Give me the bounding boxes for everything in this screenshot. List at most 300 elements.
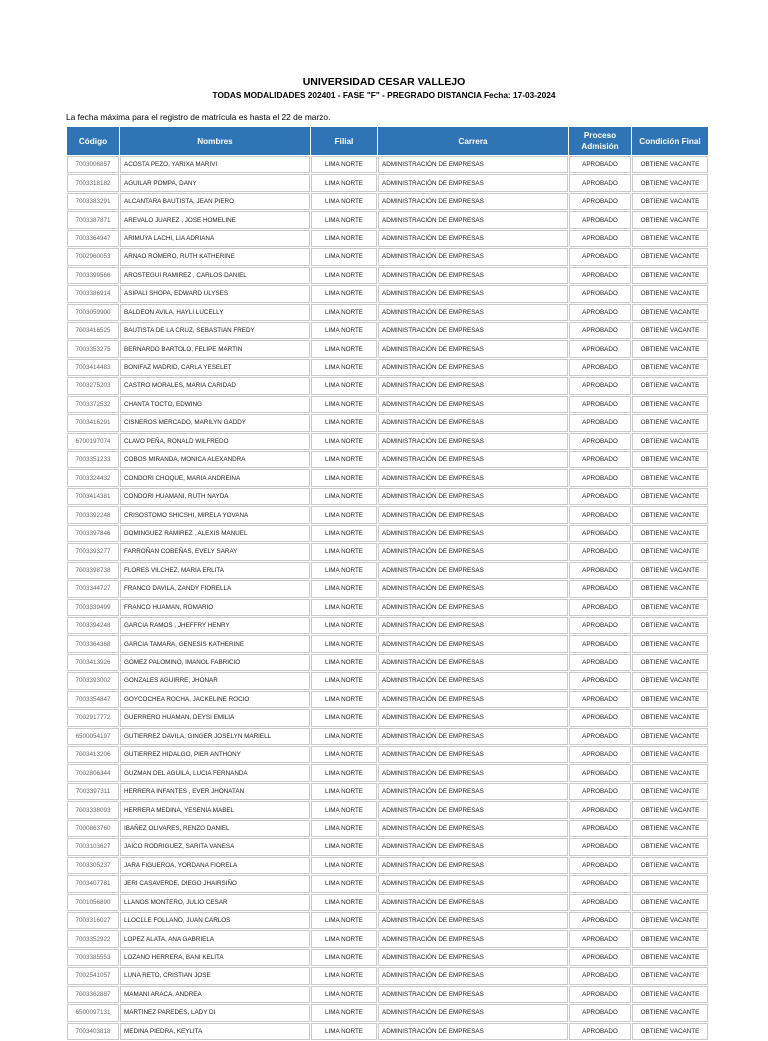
- cell-carrera: ADMINISTRACIÓN DE EMPRESAS: [378, 488, 568, 505]
- cell-carrera: ADMINISTRACIÓN DE EMPRESAS: [378, 1004, 568, 1021]
- cell-codigo: 7003385553: [67, 949, 119, 966]
- cell-carrera: ADMINISTRACIÓN DE EMPRESAS: [378, 322, 568, 339]
- table-row: [67, 359, 708, 376]
- cell-carrera: ADMINISTRACIÓN DE EMPRESAS: [378, 838, 568, 855]
- cell-carrera: ADMINISTRACIÓN DE EMPRESAS: [378, 525, 568, 542]
- cell-nombres: COBOS MIRANDA, MONICA ALEXANDRA: [120, 451, 310, 468]
- table-row: [67, 340, 708, 357]
- cell-condicion: OBTIENE VACANTE: [632, 801, 708, 818]
- cell-carrera: ADMINISTRACIÓN DE EMPRESAS: [378, 912, 568, 929]
- cell-codigo: 7003383291: [67, 193, 119, 210]
- cell-proceso: APROBADO: [569, 230, 631, 247]
- table-row: [67, 414, 708, 431]
- cell-proceso: APROBADO: [569, 211, 631, 228]
- cell-codigo: 7003398738: [67, 562, 119, 579]
- table-row: [67, 728, 708, 745]
- cell-condicion: OBTIENE VACANTE: [632, 193, 708, 210]
- cell-codigo: 7003403818: [67, 1023, 119, 1040]
- cell-filial: LIMA NORTE: [311, 156, 377, 173]
- cell-condicion: OBTIENE VACANTE: [632, 433, 708, 450]
- table-row: [67, 857, 708, 874]
- cell-carrera: ADMINISTRACIÓN DE EMPRESAS: [378, 617, 568, 634]
- cell-nombres: GUTIERREZ DAVILA, GINGER JOSELYN MARIELL: [120, 728, 310, 745]
- cell-nombres: LOZANO HERRERA, BANI KELITA: [120, 949, 310, 966]
- cell-codigo: 7003351233: [67, 451, 119, 468]
- cell-filial: LIMA NORTE: [311, 211, 377, 228]
- cell-codigo: 7003353275: [67, 340, 119, 357]
- table-row: [67, 285, 708, 302]
- cell-nombres: JARA FIGUEROA, YORDANA FIORELA: [120, 857, 310, 874]
- cell-condicion: OBTIENE VACANTE: [632, 728, 708, 745]
- results-table: [66, 126, 709, 1041]
- cell-condicion: OBTIENE VACANTE: [632, 986, 708, 1003]
- cell-carrera: ADMINISTRACIÓN DE EMPRESAS: [378, 377, 568, 394]
- cell-proceso: APROBADO: [569, 875, 631, 892]
- cell-nombres: CONDORI CHOQUE, MARIA ANDREINA: [120, 469, 310, 486]
- cell-proceso: APROBADO: [569, 986, 631, 1003]
- cell-nombres: GUERRERO HUAMAN, DEYSI EMILIA: [120, 709, 310, 726]
- cell-condicion: OBTIENE VACANTE: [632, 580, 708, 597]
- cell-nombres: AGUILAR POMPA, DANY: [120, 174, 310, 191]
- column-header-carrera: Carrera: [378, 127, 568, 155]
- cell-condicion: OBTIENE VACANTE: [632, 340, 708, 357]
- cell-nombres: ASIPALI SHOPA, EDWARD ULYSES: [120, 285, 310, 302]
- cell-carrera: ADMINISTRACIÓN DE EMPRESAS: [378, 930, 568, 947]
- cell-condicion: OBTIENE VACANTE: [632, 617, 708, 634]
- cell-condicion: OBTIENE VACANTE: [632, 672, 708, 689]
- cell-filial: LIMA NORTE: [311, 174, 377, 191]
- cell-condicion: OBTIENE VACANTE: [632, 469, 708, 486]
- column-header-codigo: Código: [67, 127, 119, 155]
- cell-carrera: ADMINISTRACIÓN DE EMPRESAS: [378, 894, 568, 911]
- cell-condicion: OBTIENE VACANTE: [632, 930, 708, 947]
- cell-nombres: CRISOSTOMO SHICSHI, MIRELA YOVANA: [120, 506, 310, 523]
- table-body: [67, 156, 708, 1040]
- cell-codigo: 7003407781: [67, 875, 119, 892]
- cell-filial: LIMA NORTE: [311, 857, 377, 874]
- table-row: [67, 654, 708, 671]
- cell-filial: LIMA NORTE: [311, 764, 377, 781]
- cell-nombres: JERI CASAVERDE, DIEGO JHAIRSIÑO: [120, 875, 310, 892]
- cell-proceso: APROBADO: [569, 930, 631, 947]
- cell-carrera: ADMINISTRACIÓN DE EMPRESAS: [378, 1023, 568, 1040]
- cell-codigo: 7003416525: [67, 322, 119, 339]
- cell-condicion: OBTIENE VACANTE: [632, 967, 708, 984]
- cell-filial: LIMA NORTE: [311, 635, 377, 652]
- cell-carrera: ADMINISTRACIÓN DE EMPRESAS: [378, 949, 568, 966]
- cell-condicion: OBTIENE VACANTE: [632, 359, 708, 376]
- cell-filial: LIMA NORTE: [311, 783, 377, 800]
- cell-codigo: 7003397311: [67, 783, 119, 800]
- cell-filial: LIMA NORTE: [311, 691, 377, 708]
- cell-nombres: BALDEON AVILA, HAYLI LUCELLY: [120, 304, 310, 321]
- cell-nombres: LOPEZ ALATA, ANA GABRIELA: [120, 930, 310, 947]
- cell-codigo: 7003324432: [67, 469, 119, 486]
- table-row: [67, 949, 708, 966]
- cell-codigo: 7003362887: [67, 986, 119, 1003]
- cell-carrera: ADMINISTRACIÓN DE EMPRESAS: [378, 635, 568, 652]
- cell-carrera: ADMINISTRACIÓN DE EMPRESAS: [378, 396, 568, 413]
- cell-nombres: ACOSTA PEZO, YARIXA MARIVI: [120, 156, 310, 173]
- cell-carrera: ADMINISTRACIÓN DE EMPRESAS: [378, 543, 568, 560]
- cell-condicion: OBTIENE VACANTE: [632, 949, 708, 966]
- cell-filial: LIMA NORTE: [311, 709, 377, 726]
- document-title: UNIVERSIDAD CESAR VALLEJO: [302, 76, 466, 88]
- table-row: [67, 193, 708, 210]
- cell-proceso: APROBADO: [569, 396, 631, 413]
- table-row: [67, 599, 708, 616]
- cell-proceso: APROBADO: [569, 764, 631, 781]
- cell-carrera: ADMINISTRACIÓN DE EMPRESAS: [378, 248, 568, 265]
- cell-filial: LIMA NORTE: [311, 543, 377, 560]
- cell-carrera: ADMINISTRACIÓN DE EMPRESAS: [378, 469, 568, 486]
- table-row: [67, 174, 708, 191]
- cell-proceso: APROBADO: [569, 562, 631, 579]
- table-row: [67, 801, 708, 818]
- cell-condicion: OBTIENE VACANTE: [632, 820, 708, 837]
- table-row: [67, 433, 708, 450]
- cell-nombres: GARCIA TAMARA, GENESIS KATHERINE: [120, 635, 310, 652]
- cell-proceso: APROBADO: [569, 838, 631, 855]
- cell-proceso: APROBADO: [569, 746, 631, 763]
- cell-condicion: OBTIENE VACANTE: [632, 488, 708, 505]
- cell-nombres: GOMEZ PALOMINO, IMANOL FABRICIO: [120, 654, 310, 671]
- cell-filial: LIMA NORTE: [311, 285, 377, 302]
- cell-nombres: HERRERA MEDINA, YESENIA MABEL: [120, 801, 310, 818]
- cell-codigo: 7003414483: [67, 359, 119, 376]
- cell-carrera: ADMINISTRACIÓN DE EMPRESAS: [378, 285, 568, 302]
- cell-nombres: DOMINGUEZ RAMIREZ , ALEXIS MANUEL: [120, 525, 310, 542]
- cell-condicion: OBTIENE VACANTE: [632, 248, 708, 265]
- cell-condicion: OBTIENE VACANTE: [632, 506, 708, 523]
- cell-proceso: APROBADO: [569, 967, 631, 984]
- cell-condicion: OBTIENE VACANTE: [632, 654, 708, 671]
- cell-proceso: APROBADO: [569, 728, 631, 745]
- table-row: [67, 451, 708, 468]
- cell-nombres: MEDINA PIEDRA, KEYLITA: [120, 1023, 310, 1040]
- cell-filial: LIMA NORTE: [311, 506, 377, 523]
- cell-nombres: GARCIA RAMOS , JHEFFRY HENRY: [120, 617, 310, 634]
- cell-condicion: OBTIENE VACANTE: [632, 451, 708, 468]
- cell-nombres: LLANOS MONTERO, JULIO CESAR: [120, 894, 310, 911]
- cell-codigo: 7003393277: [67, 543, 119, 560]
- cell-condicion: OBTIENE VACANTE: [632, 230, 708, 247]
- cell-condicion: OBTIENE VACANTE: [632, 691, 708, 708]
- table-row: [67, 967, 708, 984]
- cell-proceso: APROBADO: [569, 894, 631, 911]
- cell-carrera: ADMINISTRACIÓN DE EMPRESAS: [378, 433, 568, 450]
- cell-codigo: 7003354847: [67, 691, 119, 708]
- cell-carrera: ADMINISTRACIÓN DE EMPRESAS: [378, 783, 568, 800]
- cell-carrera: ADMINISTRACIÓN DE EMPRESAS: [378, 340, 568, 357]
- cell-carrera: ADMINISTRACIÓN DE EMPRESAS: [378, 156, 568, 173]
- cell-codigo: 7003344727: [67, 580, 119, 597]
- table-row: [67, 635, 708, 652]
- cell-codigo: 7000863760: [67, 820, 119, 837]
- cell-carrera: ADMINISTRACIÓN DE EMPRESAS: [378, 211, 568, 228]
- cell-carrera: ADMINISTRACIÓN DE EMPRESAS: [378, 230, 568, 247]
- cell-condicion: OBTIENE VACANTE: [632, 709, 708, 726]
- cell-nombres: GUTIERREZ HIDALGO, PIER ANTHONY: [120, 746, 310, 763]
- cell-filial: LIMA NORTE: [311, 912, 377, 929]
- cell-filial: LIMA NORTE: [311, 949, 377, 966]
- cell-proceso: APROBADO: [569, 580, 631, 597]
- cell-proceso: APROBADO: [569, 543, 631, 560]
- table-row: [67, 506, 708, 523]
- table-row: [67, 580, 708, 597]
- cell-condicion: OBTIENE VACANTE: [632, 599, 708, 616]
- cell-nombres: GUZMAN DEL AGUILA, LUCIA FERNANDA: [120, 764, 310, 781]
- cell-filial: LIMA NORTE: [311, 875, 377, 892]
- cell-codigo: 7003416291: [67, 414, 119, 431]
- cell-condicion: OBTIENE VACANTE: [632, 783, 708, 800]
- cell-codigo: 7003059900: [67, 304, 119, 321]
- table-row: [67, 211, 708, 228]
- cell-filial: LIMA NORTE: [311, 1004, 377, 1021]
- cell-condicion: OBTIENE VACANTE: [632, 396, 708, 413]
- table-row: [67, 156, 708, 173]
- cell-proceso: APROBADO: [569, 820, 631, 837]
- cell-carrera: ADMINISTRACIÓN DE EMPRESAS: [378, 580, 568, 597]
- table-row: [67, 912, 708, 929]
- cell-proceso: APROBADO: [569, 635, 631, 652]
- cell-condicion: OBTIENE VACANTE: [632, 304, 708, 321]
- cell-proceso: APROBADO: [569, 617, 631, 634]
- cell-codigo: 7003275203: [67, 377, 119, 394]
- table-row: [67, 672, 708, 689]
- cell-nombres: BONIFAZ MADRID, CARLA YESELET: [120, 359, 310, 376]
- cell-codigo: 7003318182: [67, 174, 119, 191]
- cell-proceso: APROBADO: [569, 285, 631, 302]
- cell-condicion: OBTIENE VACANTE: [632, 635, 708, 652]
- cell-nombres: LUNA RETO, CRISTIAN JOSE: [120, 967, 310, 984]
- cell-carrera: ADMINISTRACIÓN DE EMPRESAS: [378, 506, 568, 523]
- cell-filial: LIMA NORTE: [311, 377, 377, 394]
- cell-carrera: ADMINISTRACIÓN DE EMPRESAS: [378, 359, 568, 376]
- cell-nombres: BAUTISTA DE LA CRUZ, SEBASTIAN FREDY: [120, 322, 310, 339]
- column-header-filial: Filial: [311, 127, 377, 155]
- cell-nombres: ARNAO ROMERO, RUTH KATHERINE: [120, 248, 310, 265]
- cell-proceso: APROBADO: [569, 414, 631, 431]
- cell-nombres: CONDORI HUAMANI, RUTH NAYDA: [120, 488, 310, 505]
- cell-condicion: OBTIENE VACANTE: [632, 838, 708, 855]
- cell-proceso: APROBADO: [569, 193, 631, 210]
- cell-filial: LIMA NORTE: [311, 1023, 377, 1040]
- cell-codigo: 7002541057: [67, 967, 119, 984]
- cell-codigo: 7002917772: [67, 709, 119, 726]
- cell-carrera: ADMINISTRACIÓN DE EMPRESAS: [378, 875, 568, 892]
- cell-nombres: CHANTA TOCTO, EDWING: [120, 396, 310, 413]
- column-header-proceso-admision: Proceso Admisión: [569, 127, 631, 155]
- cell-filial: LIMA NORTE: [311, 728, 377, 745]
- cell-nombres: CLAVO PEÑA, RONALD WILFREDO: [120, 433, 310, 450]
- cell-condicion: OBTIENE VACANTE: [632, 377, 708, 394]
- cell-filial: LIMA NORTE: [311, 451, 377, 468]
- cell-nombres: FRANCO HUAMAN, ROMARIO: [120, 599, 310, 616]
- table-row: [67, 820, 708, 837]
- cell-condicion: OBTIENE VACANTE: [632, 267, 708, 284]
- cell-codigo: 7003339499: [67, 599, 119, 616]
- cell-proceso: APROBADO: [569, 469, 631, 486]
- cell-proceso: APROBADO: [569, 267, 631, 284]
- cell-filial: LIMA NORTE: [311, 820, 377, 837]
- cell-condicion: OBTIENE VACANTE: [632, 875, 708, 892]
- cell-proceso: APROBADO: [569, 451, 631, 468]
- table-row: [67, 469, 708, 486]
- cell-condicion: OBTIENE VACANTE: [632, 211, 708, 228]
- table-row: [67, 764, 708, 781]
- cell-proceso: APROBADO: [569, 709, 631, 726]
- cell-nombres: AROSTEGUI RAMIREZ , CARLOS DANIEL: [120, 267, 310, 284]
- cell-nombres: GONZALES AGUIRRE, JHONAR: [120, 672, 310, 689]
- cell-codigo: 7002960053: [67, 248, 119, 265]
- cell-carrera: ADMINISTRACIÓN DE EMPRESAS: [378, 599, 568, 616]
- cell-codigo: 7003316027: [67, 912, 119, 929]
- cell-proceso: APROBADO: [569, 488, 631, 505]
- cell-codigo: 7003399566: [67, 267, 119, 284]
- cell-condicion: OBTIENE VACANTE: [632, 174, 708, 191]
- cell-proceso: APROBADO: [569, 359, 631, 376]
- cell-filial: LIMA NORTE: [311, 340, 377, 357]
- cell-proceso: APROBADO: [569, 801, 631, 818]
- cell-filial: LIMA NORTE: [311, 562, 377, 579]
- cell-codigo: 7003414381: [67, 488, 119, 505]
- cell-nombres: JAICO RODRIGUEZ, SARITA VANESA: [120, 838, 310, 855]
- cell-carrera: ADMINISTRACIÓN DE EMPRESAS: [378, 967, 568, 984]
- table-row: [67, 248, 708, 265]
- cell-condicion: OBTIENE VACANTE: [632, 1004, 708, 1021]
- table-row: [67, 746, 708, 763]
- cell-nombres: BERNARDO BARTOLO, FELIPE MARTIN: [120, 340, 310, 357]
- cell-carrera: ADMINISTRACIÓN DE EMPRESAS: [378, 451, 568, 468]
- cell-condicion: OBTIENE VACANTE: [632, 894, 708, 911]
- cell-codigo: 7003305237: [67, 857, 119, 874]
- cell-filial: LIMA NORTE: [311, 267, 377, 284]
- cell-filial: LIMA NORTE: [311, 838, 377, 855]
- cell-codigo: 7003386914: [67, 285, 119, 302]
- cell-filial: LIMA NORTE: [311, 801, 377, 818]
- cell-proceso: APROBADO: [569, 322, 631, 339]
- cell-filial: LIMA NORTE: [311, 488, 377, 505]
- cell-codigo: 7003103627: [67, 838, 119, 855]
- column-header-condicion-final: Condición Final: [632, 127, 708, 155]
- cell-filial: LIMA NORTE: [311, 580, 377, 597]
- table-row: [67, 304, 708, 321]
- cell-condicion: OBTIENE VACANTE: [632, 1023, 708, 1040]
- cell-filial: LIMA NORTE: [311, 525, 377, 542]
- cell-codigo: 7003372532: [67, 396, 119, 413]
- cell-codigo: 6500054197: [67, 728, 119, 745]
- cell-condicion: OBTIENE VACANTE: [632, 857, 708, 874]
- cell-nombres: HERRERA INFANTES , EVER JHONATAN: [120, 783, 310, 800]
- table-row: [67, 543, 708, 560]
- cell-nombres: ALCANTARA BAUTISTA, JEAN PIERO: [120, 193, 310, 210]
- cell-filial: LIMA NORTE: [311, 746, 377, 763]
- cell-nombres: LLOCLLE FOLLANO, JUAN CARLOS: [120, 912, 310, 929]
- table-row: [67, 562, 708, 579]
- cell-carrera: ADMINISTRACIÓN DE EMPRESAS: [378, 820, 568, 837]
- cell-nombres: MAMANI ARACA, ANDREA: [120, 986, 310, 1003]
- cell-condicion: OBTIENE VACANTE: [632, 156, 708, 173]
- cell-codigo: 7003397846: [67, 525, 119, 542]
- cell-condicion: OBTIENE VACANTE: [632, 912, 708, 929]
- cell-nombres: FLORES VILCHEZ, MARIA ERLITA: [120, 562, 310, 579]
- cell-carrera: ADMINISTRACIÓN DE EMPRESAS: [378, 764, 568, 781]
- cell-filial: LIMA NORTE: [311, 322, 377, 339]
- cell-carrera: ADMINISTRACIÓN DE EMPRESAS: [378, 193, 568, 210]
- cell-proceso: APROBADO: [569, 1023, 631, 1040]
- cell-codigo: 7003393002: [67, 672, 119, 689]
- cell-codigo: 7003006857: [67, 156, 119, 173]
- cell-proceso: APROBADO: [569, 156, 631, 173]
- table-row: [67, 783, 708, 800]
- cell-condicion: OBTIENE VACANTE: [632, 285, 708, 302]
- cell-condicion: OBTIENE VACANTE: [632, 764, 708, 781]
- cell-filial: LIMA NORTE: [311, 672, 377, 689]
- document-subtitle: TODAS MODALIDADES 202401 - FASE "F" - PREGRADO DISTANCIA Fecha: 17-03-2024: [212, 90, 556, 100]
- table-row: [67, 894, 708, 911]
- cell-filial: LIMA NORTE: [311, 599, 377, 616]
- cell-condicion: OBTIENE VACANTE: [632, 746, 708, 763]
- table-row: [67, 488, 708, 505]
- table-row: [67, 267, 708, 284]
- cell-condicion: OBTIENE VACANTE: [632, 414, 708, 431]
- cell-filial: LIMA NORTE: [311, 193, 377, 210]
- cell-proceso: APROBADO: [569, 248, 631, 265]
- cell-proceso: APROBADO: [569, 654, 631, 671]
- cell-proceso: APROBADO: [569, 912, 631, 929]
- cell-proceso: APROBADO: [569, 857, 631, 874]
- cell-filial: LIMA NORTE: [311, 230, 377, 247]
- cell-carrera: ADMINISTRACIÓN DE EMPRESAS: [378, 562, 568, 579]
- cell-codigo: 7003413926: [67, 654, 119, 671]
- cell-proceso: APROBADO: [569, 340, 631, 357]
- cell-condicion: OBTIENE VACANTE: [632, 543, 708, 560]
- cell-proceso: APROBADO: [569, 506, 631, 523]
- table-row: [67, 691, 708, 708]
- cell-filial: LIMA NORTE: [311, 469, 377, 486]
- table-row: [67, 986, 708, 1003]
- cell-nombres: CASTRO MORALES, MARIA CARIDAD: [120, 377, 310, 394]
- cell-filial: LIMA NORTE: [311, 248, 377, 265]
- table-row: [67, 396, 708, 413]
- cell-carrera: ADMINISTRACIÓN DE EMPRESAS: [378, 986, 568, 1003]
- cell-codigo: 7001056890: [67, 894, 119, 911]
- cell-filial: LIMA NORTE: [311, 930, 377, 947]
- cell-nombres: AREVALO JUAREZ , JOSE HOMELINE: [120, 211, 310, 228]
- cell-nombres: MARTINEZ PAREDES, LADY DI: [120, 1004, 310, 1021]
- column-header-nombres: Nombres: [120, 127, 310, 155]
- cell-proceso: APROBADO: [569, 672, 631, 689]
- cell-codigo: 7003392248: [67, 506, 119, 523]
- cell-filial: LIMA NORTE: [311, 396, 377, 413]
- table-row: [67, 709, 708, 726]
- cell-proceso: APROBADO: [569, 1004, 631, 1021]
- cell-nombres: FRANCO DAVILA, ZANDY FIORELLA: [120, 580, 310, 597]
- cell-codigo: 6700197074: [67, 433, 119, 450]
- cell-carrera: ADMINISTRACIÓN DE EMPRESAS: [378, 709, 568, 726]
- table-row: [67, 230, 708, 247]
- cell-proceso: APROBADO: [569, 304, 631, 321]
- registration-note: La fecha máxima para el registro de matrícula es hasta el 22 de marzo.: [66, 112, 331, 122]
- cell-proceso: APROBADO: [569, 783, 631, 800]
- cell-filial: LIMA NORTE: [311, 986, 377, 1003]
- table-row: [67, 1023, 708, 1040]
- cell-proceso: APROBADO: [569, 599, 631, 616]
- cell-carrera: ADMINISTRACIÓN DE EMPRESAS: [378, 857, 568, 874]
- cell-carrera: ADMINISTRACIÓN DE EMPRESAS: [378, 728, 568, 745]
- cell-nombres: FARROÑAN COBEÑAS, EVELY SARAY: [120, 543, 310, 560]
